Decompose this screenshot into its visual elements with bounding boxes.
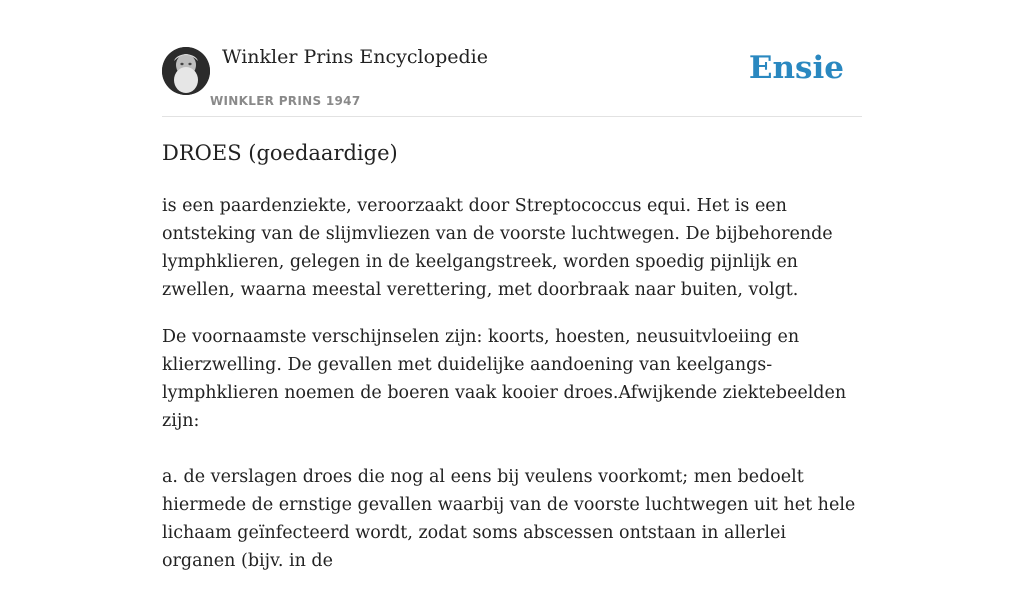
- source-title[interactable]: Winkler Prins Encyclopedie: [222, 46, 488, 68]
- avatar[interactable]: [162, 47, 210, 95]
- article-title: DROES (goedaardige): [162, 141, 398, 165]
- article-paragraph: a. de verslagen droes die nog al eens bij veulens voorkomt; men bedoelt hiermede de ernstige gevallen waarbij van de voorste luchtwegen uit het hele lichaam geïnfecteerd wordt, zodat soms abscessen ontstaan in allerlei organen (bijv. in de: [162, 467, 856, 571]
- article-paragraph: is een paardenziekte, veroorzaakt door Streptococcus equi. Het is een ontsteking van de slijmvliezen van de voorste luchtwegen. De bijbehorende lymphklieren, gelegen in de keelgangstreek, worden spoedig pijnlijk en zwellen, waarna meestal verettering, met doorbraak naar buiten, volgt.: [162, 196, 833, 300]
- article-paragraph: De voornaamste verschijnselen zijn: koorts, hoesten, neusuitvloeiing en klierzwelling. De gevallen met duidelijke aandoening van keelgangs-lymphklieren noemen de boeren vaak kooier droes.Afwijkende ziektebeelden zijn:: [162, 327, 847, 431]
- article-body: [162, 192, 862, 594]
- source-subtitle[interactable]: WINKLER PRINS 1947: [210, 94, 361, 108]
- portrait-icon: [162, 47, 210, 95]
- page-container: [162, 0, 862, 571]
- brand-logo[interactable]: Ensie: [748, 50, 844, 86]
- header: [162, 0, 862, 117]
